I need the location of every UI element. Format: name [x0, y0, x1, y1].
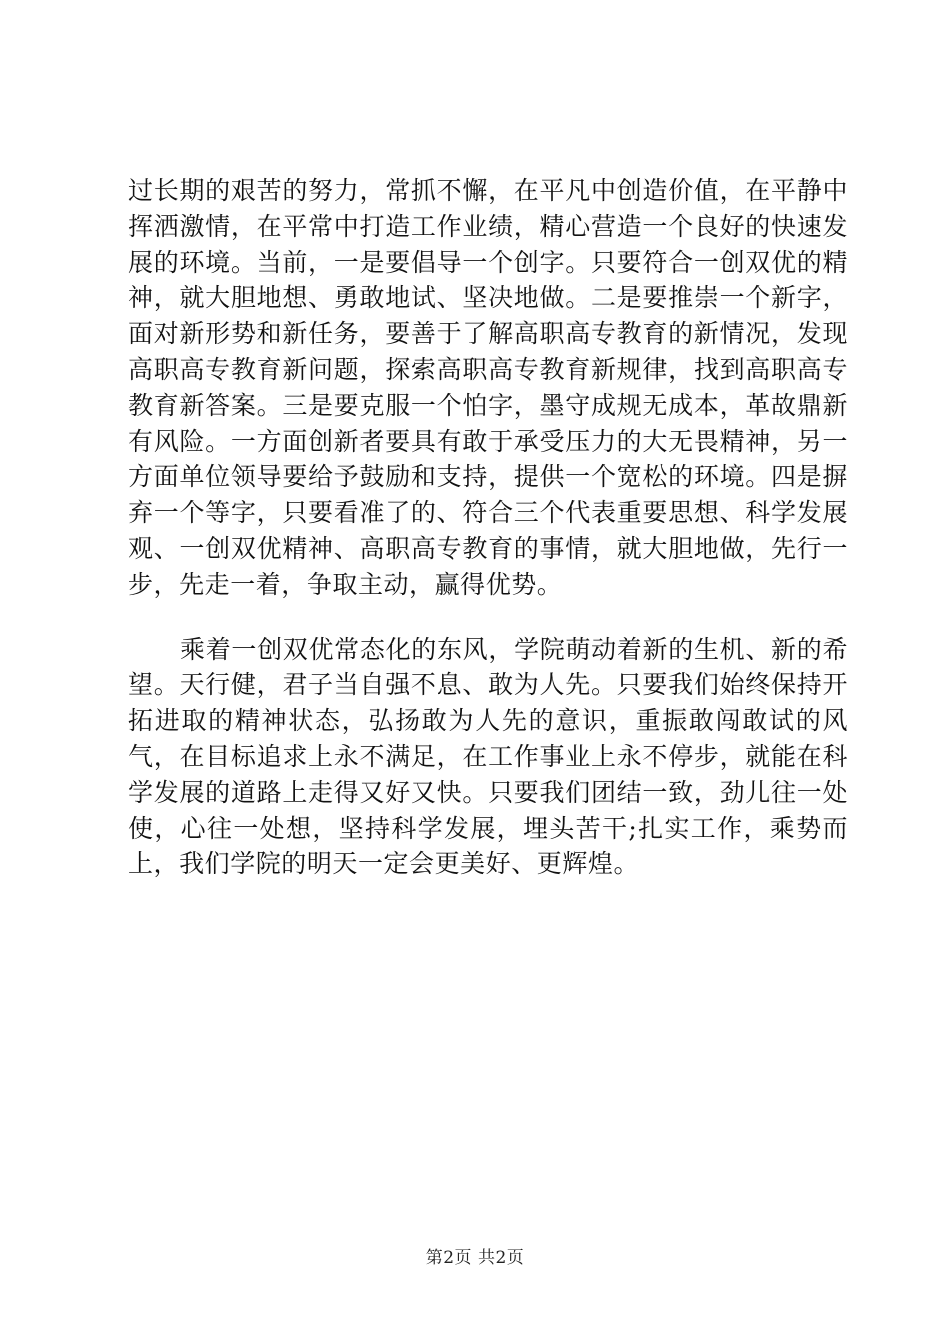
document-body [128, 173, 848, 882]
page-footer: 第2页 共2页 [425, 1248, 525, 1268]
paragraph-1: 过长期的艰苦的努力，常抓不懈，在平凡中创造价值，在平静中挥洒激情，在平常中打造工作业绩，精心营造一个良好的快速发展的环境。当前，一是要倡导一个创字。只要符合一创双优的精神，就大胆地想、勇敢地试、坚决地做。二是要推崇一个新字，面对新形势和新任务，要善于了解高职高专教育的新情况，发现高职高专教育新问题，探索高职高专教育新规律，找到高职高专教育新答案。三是要克服一个怕字，墨守成规无成本，革故鼎新有风险。一方面创新者要具有敢于承受压力的大无畏精神，另一方面单位领导要给予鼓励和支持，提供一个宽松的环境。四是摒弃一个等字，只要看准了的、符合三个代表重要思想、科学发展观、一创双优精神、高职高专教育的事情，就大胆地做，先行一步，先走一着，争取主动，赢得优势。 [128, 176, 848, 599]
paragraph-2: 乘着一创双优常态化的东风，学院萌动着新的生机、新的希望。天行健，君子当自强不息、敢为人先。只要我们始终保持开拓进取的精神状态，弘扬敢为人先的意识，重振敢闯敢试的风气，在目标追求上永不满足，在工作事业上永不停步，就能在科学发展的道路上走得又好又快。只要我们团结一致，劲儿往一处使，心往一处想，坚持科学发展，埋头苦干;扎实工作，乘势而上，我们学院的明天一定会更美好、更辉煌。 [128, 634, 848, 879]
